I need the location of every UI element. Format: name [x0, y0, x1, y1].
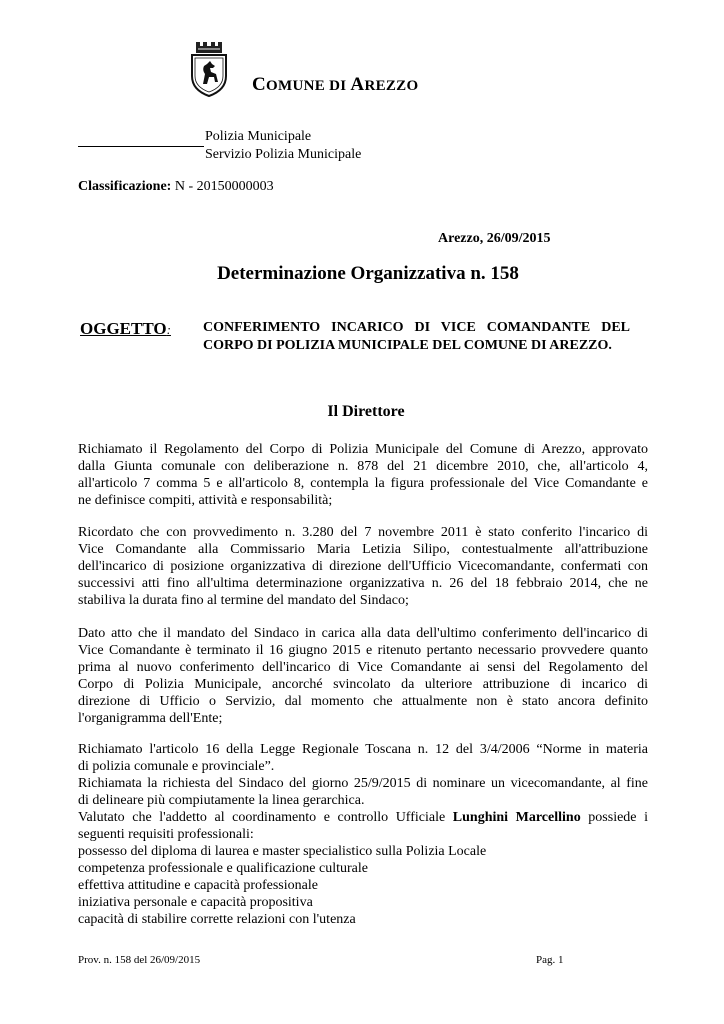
- requirement-item: effettiva attitudine e capacità professionale: [78, 878, 318, 893]
- document-date: Arezzo, 26/09/2015: [438, 231, 551, 246]
- requirement-item: iniziativa personale e capacità propositiva: [78, 895, 313, 910]
- comune-title: COMUNE DI AREZZO: [252, 74, 419, 95]
- classification-label: Classificazione:: [78, 179, 172, 194]
- office-name: Polizia Municipale: [205, 129, 312, 144]
- paragraph-ricordato: Ricordato che con provvedimento n. 3.280 del 7 novembre 2011 è stato conferito l'incarico di Vice Comandante alla Commissario Maria Letizia Silipo, contestualmente all'attribuzione dell'incarico di posizione organizzativa di direzione dell'Ufficio Vicecomandante, confermati con successivi atti fino all'ultima determinazione organizzativa n. 26 del 18 febbraio 2014, che ne stabiliva la durata fino al termine del mandato del Sindaco;: [78, 525, 648, 608]
- valutato-line: Valutato che l'addetto al coordinamento e controllo Ufficiale Lunghini Marcellino possiede i: [78, 810, 648, 825]
- classification-value: N - 20150000003: [174, 179, 274, 194]
- document-title: Determinazione Organizzativa n. 158: [217, 263, 519, 284]
- officer-name: Lunghini Marcellino: [452, 810, 581, 825]
- paragraph-richiamato: Richiamato l'articolo 16 della Legge Regionale Toscana n. 12 del 3/4/2006 “Norme in materia di polizia comunale e provinciale”. Richiamata la richiesta del Sindaco del giorno 25/9/2015 di nominare un vicecomandante, al fine di delineare più compiutamente la linea gerarchica. Valutato che l'addetto al coordinamento e controllo Ufficiale Lunghini Marcellino possiede i seguenti requisiti professionali: possesso del diploma di laurea e master specialistico sulla Polizia Locale competenza professionale e qualificazione culturale effettiva attitudine e capacità professionale iniziativa personale e capacità propositiva capacità di stabilire corrette relazioni con l'utenza: [78, 742, 648, 927]
- coat-of-arms-icon: [188, 40, 230, 98]
- office-service: Servizio Polizia Municipale: [205, 147, 362, 162]
- footer-protocol: Prov. n. 158 del 26/09/2015: [78, 954, 201, 966]
- requirement-item: possesso del diploma di laurea e master specialistico sulla Polizia Locale: [78, 844, 487, 859]
- paragraph-regolamento: Richiamato il Regolamento del Corpo di Polizia Municipale del Comune di Arezzo, approvato dalla Giunta comunale con deliberazione n. 878 del 21 dicembre 2010, che, all'articolo 4, all'articolo 7 comma 5 e all'articolo 8, contempla la figura professionale del Vice Comandante e ne definisce compiti, attività e responsabilità;: [78, 442, 648, 508]
- requirement-item: capacità di stabilire corrette relazioni con l'utenza: [78, 912, 356, 927]
- signature-line: [78, 146, 204, 147]
- subject-text: CONFERIMENTO INCARICO DI VICE COMANDANTE DEL CORPO DI POLIZIA MUNICIPALE DEL COMUNE DI AREZZO.: [203, 320, 630, 353]
- requirement-item: competenza professionale e qualificazione culturale: [78, 861, 368, 876]
- director-heading: Il Direttore: [327, 403, 405, 420]
- classification: [78, 179, 274, 195]
- paragraph-dato-atto: Dato atto che il mandato del Sindaco in carica alla data dell'ultimo conferimento dell'incarico di Vice Comandante è terminato il 16 giugno 2015 e ritenuto pertanto necessario provvedere quanto prima al nuovo conferimento dell'incarico di Vice Comandante ai sensi del Regolamento del Corpo di Polizia Municipale, ancorché svincolato da ulteriore attribuzione di incarico di direzione di Ufficio o Servizio, dal momento che attualmente non è stato ancora definito l'organigramma dell'Ente;: [78, 626, 648, 726]
- oggetto-label: OGGETTO:: [80, 319, 171, 338]
- page-number: Pag. 1: [536, 954, 564, 966]
